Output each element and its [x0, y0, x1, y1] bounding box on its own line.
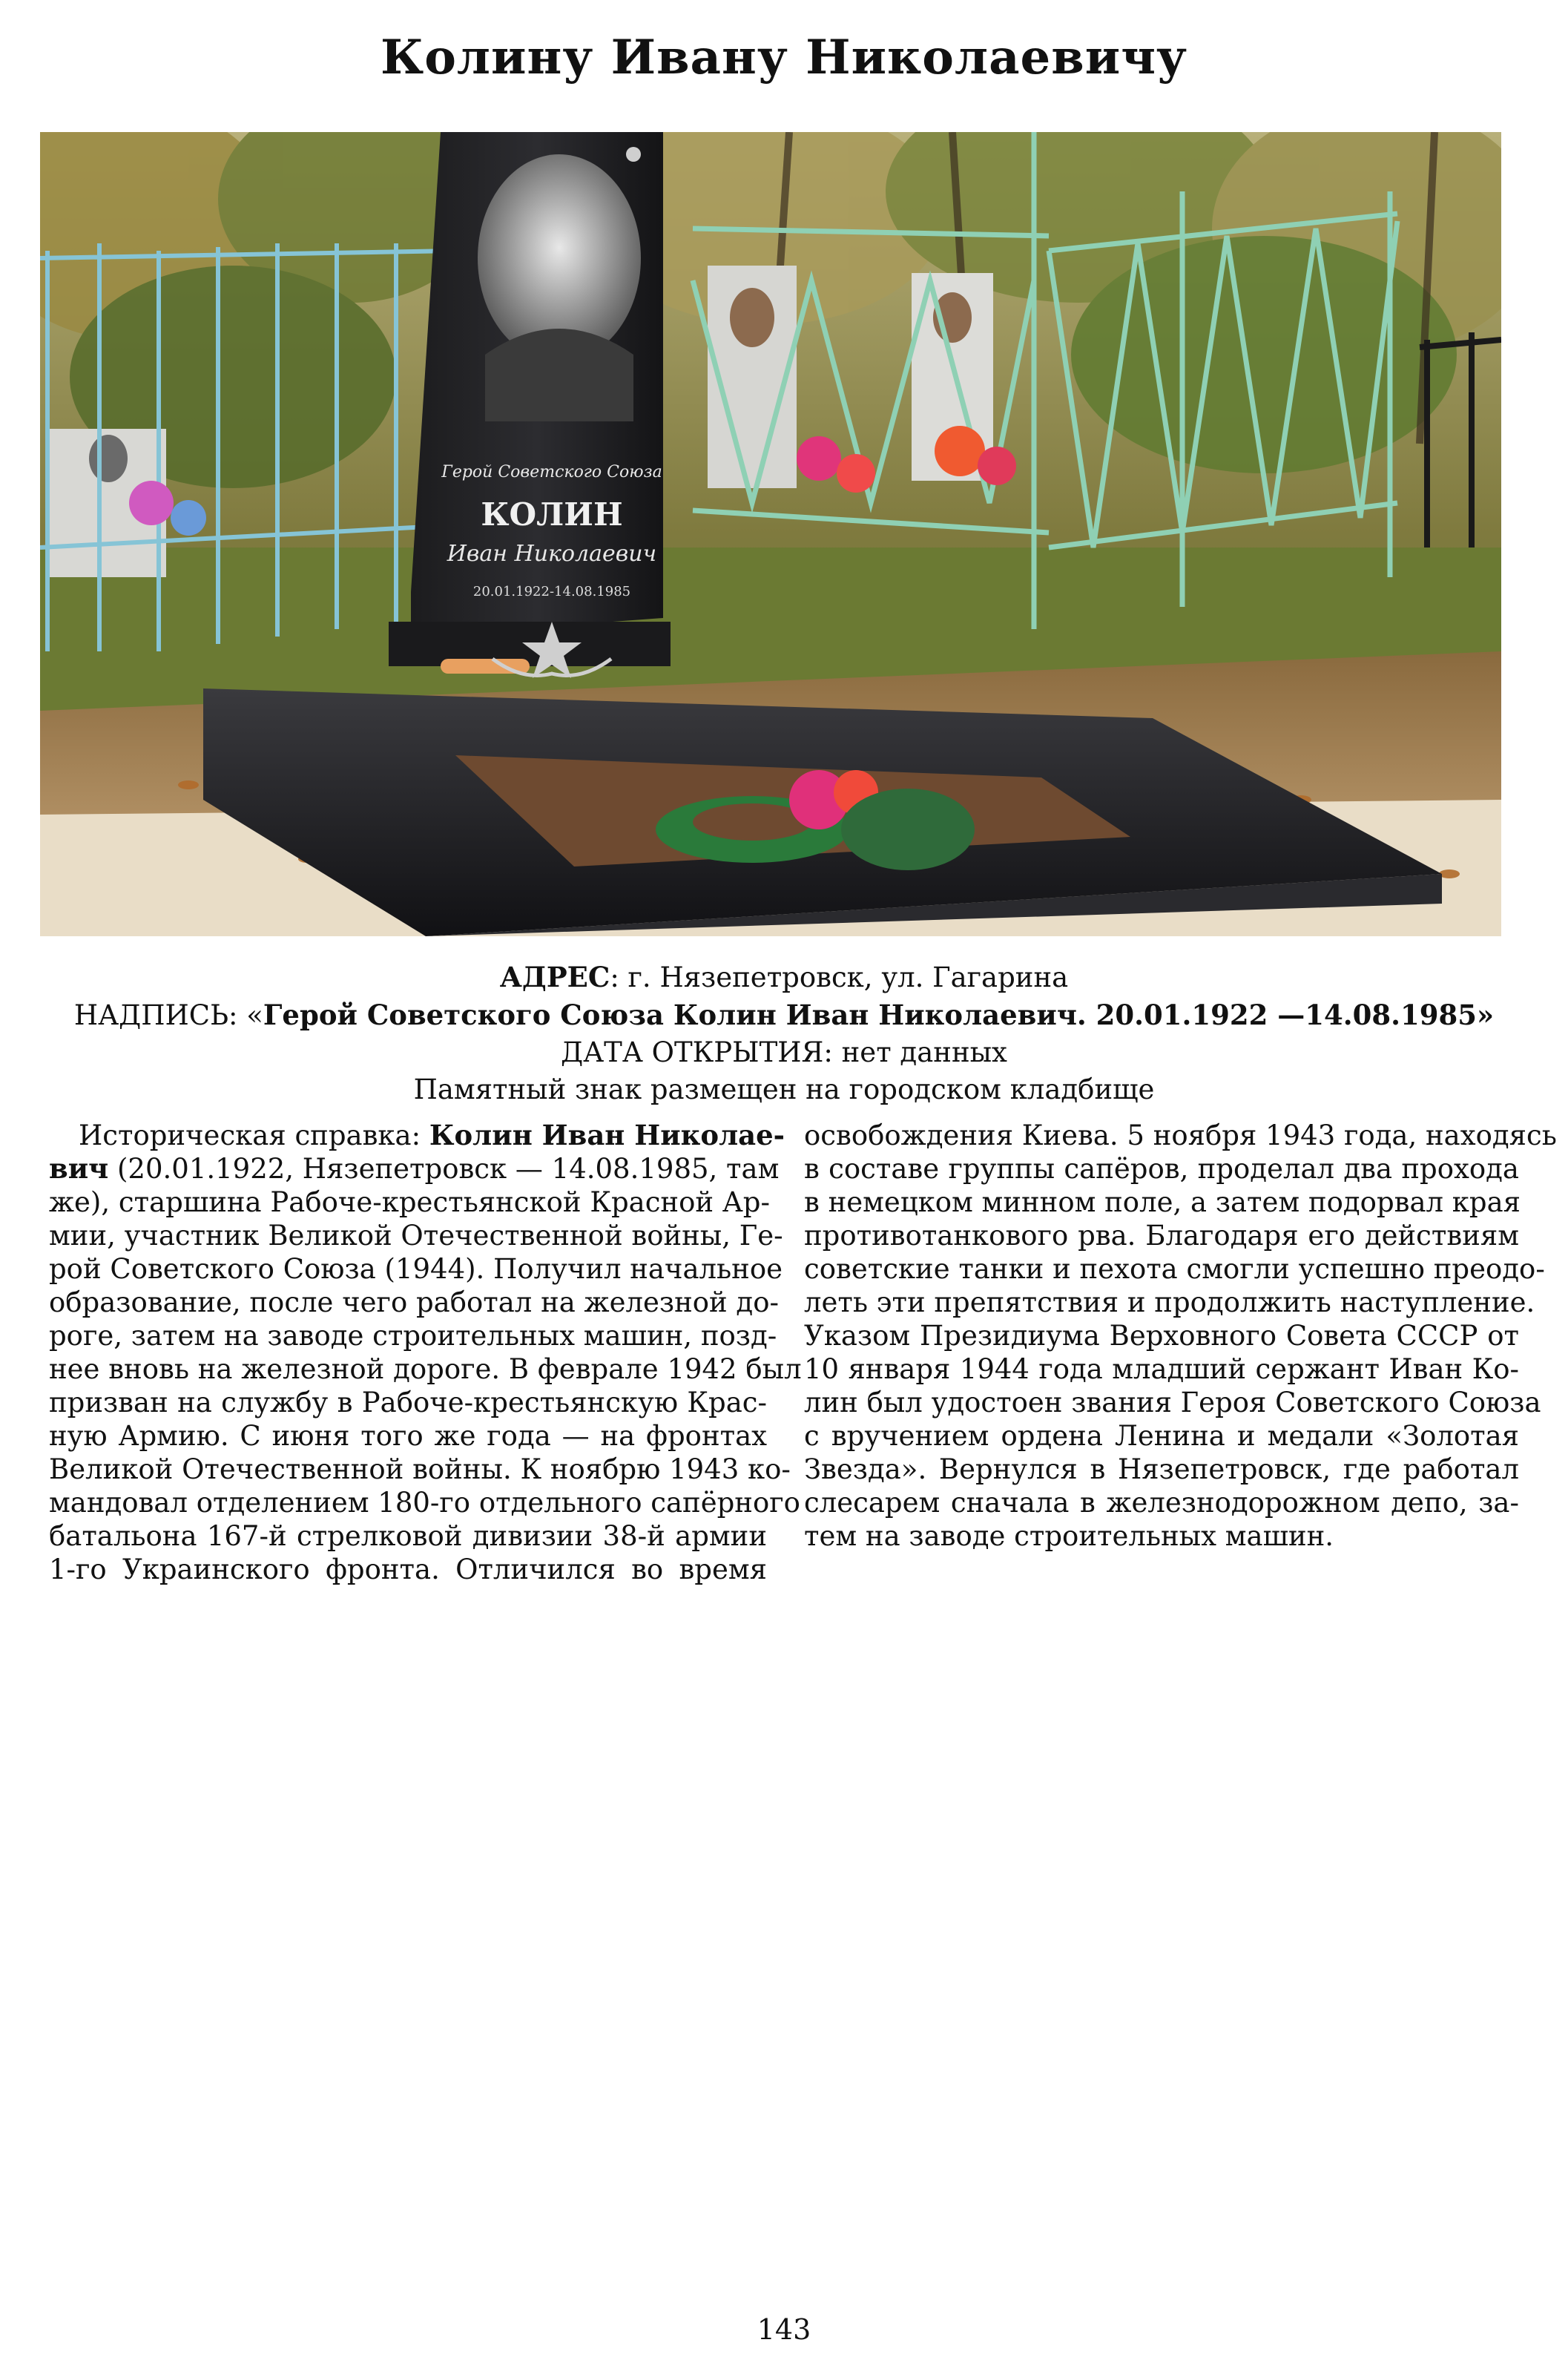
bio-line: в немецком минном поле, а затем подорвал края — [804, 1186, 1521, 1218]
bio-column-left — [49, 1119, 802, 1586]
bio-line: батальона 167-й стрелковой дивизии 38-й армии — [49, 1520, 767, 1552]
bio-line: же), старшина Рабоче-крестьянской Красной Ар- — [49, 1186, 770, 1218]
memorial-photo-illustration — [40, 132, 1501, 936]
bio-line: Звезда». Вернулся в Нязепетровск, где работал — [804, 1453, 1519, 1485]
page-title: Колину Ивану Николаевичу — [381, 30, 1187, 85]
location-note: Памятный знак размещен на городском кладбище — [413, 1074, 1155, 1105]
bio-line: 1-го Украинского фронта. Отличился во время — [49, 1554, 767, 1585]
bio-line: мандовал отделением 180-го отдельного сапёрного — [49, 1487, 800, 1519]
bio-line: лин был удостоен звания Героя Советского Союза — [804, 1387, 1541, 1418]
bio-name-bold-end: вич — [49, 1152, 109, 1185]
bio-line: нее вновь на железной дороге. В феврале 1942 был — [49, 1353, 802, 1385]
bio-line: 10 января 1944 года младший сержант Иван Ко- — [804, 1353, 1519, 1385]
opening-date-label: ДАТА ОТКРЫТИЯ — [561, 1036, 824, 1068]
bio-line: противотанкового рва. Благодаря его действиям — [804, 1220, 1519, 1252]
bio-intro: Историческая справка: — [79, 1120, 429, 1151]
bio-column-right — [804, 1119, 1557, 1553]
stone-inscription-surname: КОЛИН — [481, 496, 623, 533]
memorial-photo — [40, 132, 1501, 936]
bio-line: вич (20.01.1922, Нязепетровск — 14.08.1985, там — [49, 1152, 780, 1185]
bio-line: Великой Отечественной войны. К ноябрю 1943 ко- — [49, 1453, 791, 1485]
stone-inscription-dates: 20.01.1922-14.08.1985 — [472, 584, 631, 599]
opening-date-value: : нет данных — [823, 1036, 1007, 1068]
bio-line: советские танки и пехота смогли успешно преодо- — [804, 1253, 1545, 1285]
bio-line: в составе группы сапёров, проделал два прохода — [804, 1153, 1519, 1185]
memorial-info — [40, 959, 1528, 1108]
inscription-close: » — [1477, 999, 1495, 1031]
inscription-line — [40, 996, 1528, 1034]
address-value: : г. Нязепетровск, ул. Гагарина — [610, 961, 1069, 993]
bio-line: леть эти препятствия и продолжить наступление. — [804, 1286, 1535, 1318]
bio-line: ную Армию. С июня того же года — на фронтах — [49, 1420, 767, 1452]
bio-line: освобождения Киева. 5 ноября 1943 года, находясь — [804, 1120, 1557, 1151]
bio-line: образование, после чего работал на железной до- — [49, 1286, 779, 1318]
bio-line: с вручением ордена Ленина и медали «Золотая — [804, 1420, 1519, 1452]
bio-name-bold: Колин Иван Николае- — [429, 1119, 785, 1151]
page-number: 143 — [757, 2313, 811, 2346]
address-label: АДРЕС — [499, 961, 610, 993]
bio-line: рой Советского Союза (1944). Получил начальное — [49, 1253, 783, 1285]
inscription-value: Герой Советского Союза Колин Иван Николаевич. 20.01.1922 —14.08.1985 — [263, 999, 1477, 1031]
bio-line: призван на службу в Рабоче-крестьянскую Крас- — [49, 1387, 767, 1418]
bio-line: мии, участник Великой Отечественной войны, Ге- — [49, 1220, 783, 1252]
bio-last-line: тем на заводе строительных машин. — [804, 1520, 1334, 1552]
bio-line: роге, затем на заводе строительных машин, позд- — [49, 1320, 777, 1352]
address-line — [40, 959, 1528, 996]
opening-date-line — [40, 1034, 1528, 1071]
bio-first-line — [49, 1119, 785, 1152]
bio-line: слесарем сначала в железнодорожном депо, за- — [804, 1487, 1519, 1519]
stone-inscription-name: Иван Николаевич — [447, 541, 657, 567]
bio-line: Указом Президиума Верховного Совета СССР от — [804, 1320, 1519, 1352]
stone-inscription-title: Герой Советского Союза — [441, 463, 662, 481]
inscription-label: НАДПИСЬ: « — [73, 999, 263, 1031]
